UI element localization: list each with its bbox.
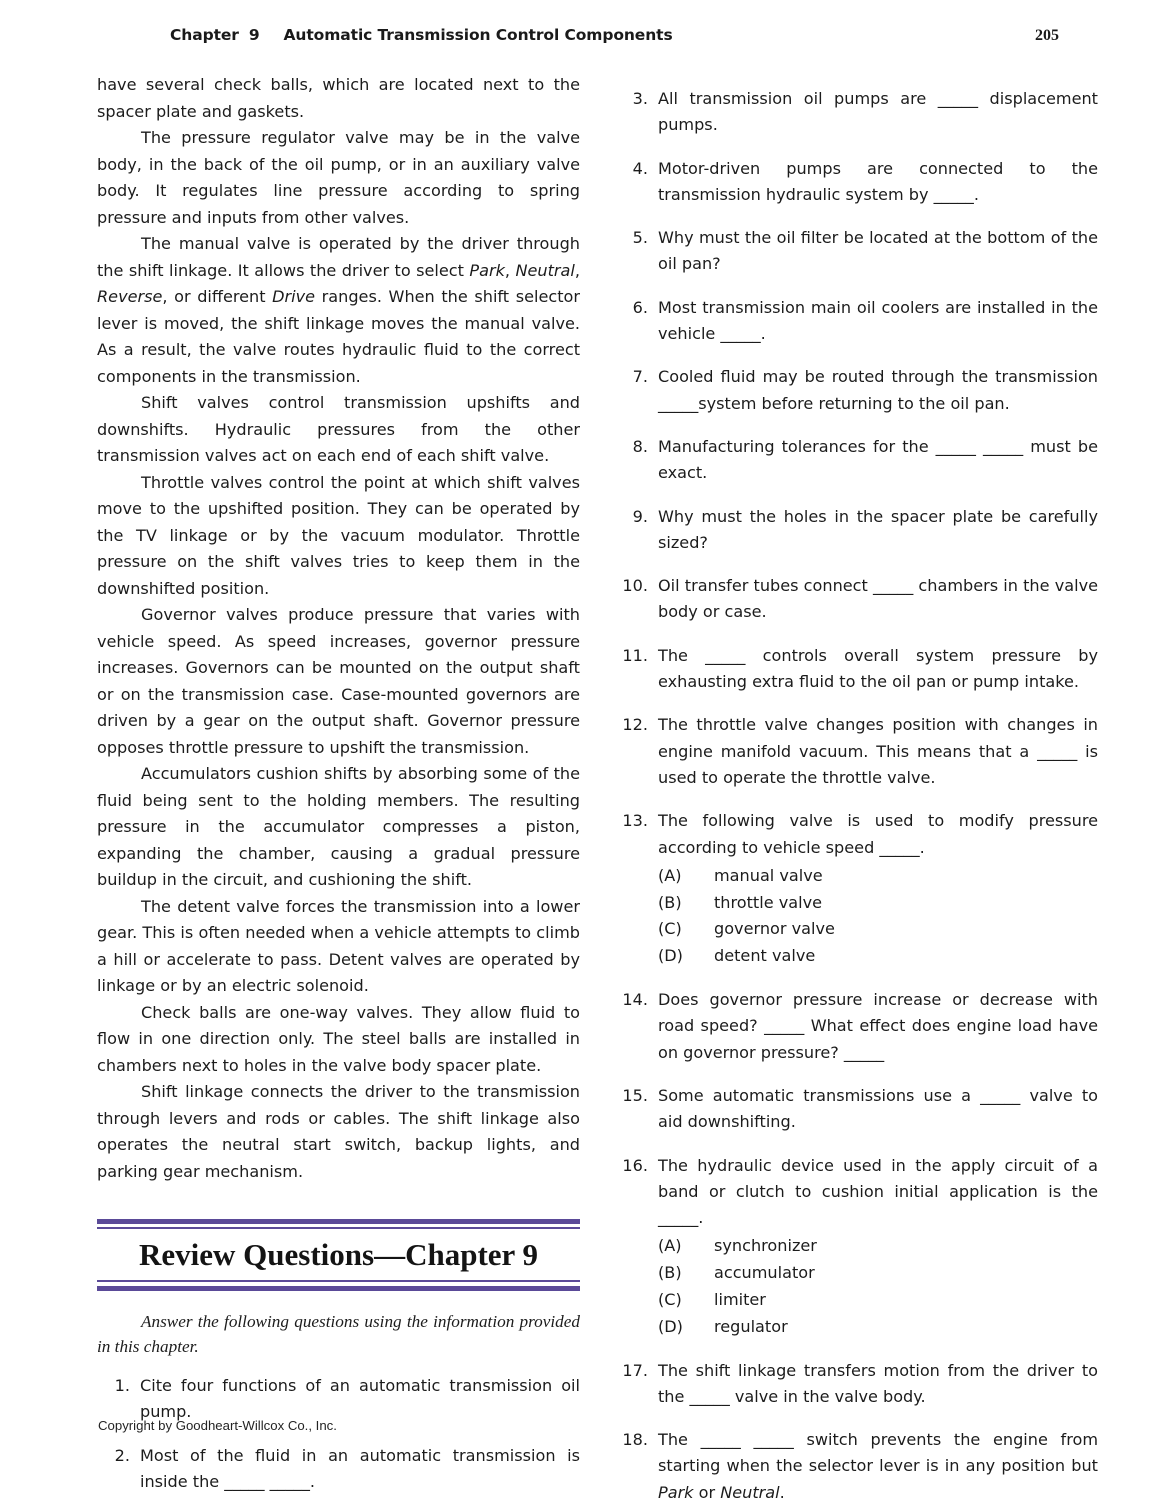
question-item [615, 1153, 1098, 1341]
running-head-chapter-number: 9 [248, 26, 260, 44]
question-number: 3. [632, 89, 648, 108]
question-number: 2. [114, 1445, 130, 1465]
body-paragraph: The pressure regulator valve may be in the valve body, in the back of the oil pump, or in an auxiliary valve body. It regulates line pressure according to spring pressure and inputs from other valves. [97, 128, 580, 227]
choice-text: governor valve [714, 919, 835, 939]
question-number: 18. [622, 1430, 648, 1450]
choice-label: (B) [658, 892, 682, 912]
body-paragraph: have several check balls, which are located next to the spacer plate and gaskets. [97, 75, 580, 121]
body-paragraph: Shift valves control transmission upshifts and downshifts. Hydraulic pressures from the other transmission valves act on each end of each shift valve. [97, 393, 580, 465]
plain-text: , or different [162, 287, 273, 306]
choice-label: (B) [658, 1263, 682, 1283]
choice-item[interactable] [658, 1287, 1098, 1314]
emphasis-text: Reverse [97, 287, 163, 306]
plain-text: ranges. When the shift selector lever is moved, the shift linkage moves the manual valve. As a result, the valve routes hydraulic fluid to the correct components in the transmission. [97, 287, 580, 386]
question-number: 16. [622, 1155, 648, 1175]
question-number: 5. [632, 228, 648, 248]
question-text: All transmission oil pumps are _____ displacement pumps. [658, 89, 1098, 135]
body-paragraphs [97, 72, 580, 1185]
question-text: Oil transfer tubes connect _____ chambers in the valve body or case. [658, 576, 1098, 622]
choice-item[interactable] [658, 1233, 1098, 1260]
question-number: 7. [632, 367, 648, 387]
question-text: Some automatic transmissions use a _____ valve to aid downshifting. [658, 1085, 1098, 1132]
choice-item[interactable] [658, 916, 1098, 943]
question-number: 10. [622, 576, 648, 596]
question-item [615, 1358, 1098, 1411]
plain-text: , [574, 260, 580, 280]
question-item [97, 1443, 580, 1496]
emphasis-text: Neutral [720, 1482, 780, 1502]
review-questions-instructions: Answer the following questions using the information provided in this chapter. [97, 1312, 580, 1356]
running-head-chapter-word: Chapter [170, 26, 239, 44]
choice-text: detent valve [714, 946, 816, 966]
question-text: Does governor pressure increase or decrease with road speed? _____ What effect does engine load have on governor pressure? _____ [658, 990, 1098, 1062]
question-item [615, 504, 1098, 557]
question-number: 9. [632, 506, 648, 526]
emphasis-text: Neutral [515, 260, 575, 280]
question-item [615, 434, 1098, 487]
question-text: Why must the holes in the spacer plate be carefully sized? [658, 506, 1098, 552]
choice-text: limiter [714, 1289, 766, 1309]
plain-text: or [693, 1482, 721, 1502]
left-column [97, 72, 580, 1495]
choice-label: (C) [658, 1289, 682, 1309]
choice-label: (D) [658, 946, 683, 966]
choice-item[interactable] [658, 890, 1098, 917]
question-text: Most of the fluid in an automatic transmission is inside the _____ _____. [140, 1445, 580, 1491]
running-head-title [170, 26, 673, 44]
question-text: The shift linkage transfers motion from the driver to the _____ valve in the valve body. [658, 1360, 1098, 1406]
choice-item[interactable] [658, 943, 1098, 970]
choice-label: (A) [658, 1236, 682, 1256]
question-list-left [97, 1373, 580, 1495]
question-number: 15. [622, 1085, 648, 1105]
choice-text: throttle valve [714, 892, 823, 912]
choice-label: (A) [658, 865, 682, 885]
question-item [615, 86, 1098, 139]
question-text: The following valve is used to modify pressure according to vehicle speed _____. [658, 811, 1098, 857]
question-item [615, 225, 1098, 278]
choice-label: (D) [658, 1316, 683, 1336]
running-head-chapter-title: Automatic Transmission Control Components [283, 26, 673, 44]
question-item [615, 1427, 1098, 1506]
choice-label: (C) [658, 919, 682, 939]
copyright-footer: Copyright by Goodheart-Willcox Co., Inc. [98, 1418, 337, 1433]
emphasis-text: Park [469, 260, 505, 280]
question-text: Why must the oil filter be located at the bottom of the oil pan? [658, 228, 1098, 274]
question-text: Cooled fluid may be routed through the transmission _____system before returning to the oil pan. [658, 367, 1098, 413]
body-paragraph [97, 231, 580, 390]
plain-text: The manual valve is operated by the driver through the shift linkage. It allows the driver to select [97, 234, 580, 280]
review-questions-heading: Review Questions—Chapter 9 [139, 1237, 538, 1272]
emphasis-text: Drive [272, 287, 316, 306]
question-number: 14. [622, 990, 648, 1010]
question-list-right [615, 86, 1098, 1506]
question-item [615, 808, 1098, 970]
choice-text: synchronizer [714, 1236, 817, 1256]
question-item [615, 364, 1098, 417]
question-item [615, 643, 1098, 696]
choice-item[interactable] [658, 1260, 1098, 1287]
plain-text: , [504, 260, 516, 280]
choice-list [658, 1233, 1098, 1340]
body-paragraph: Throttle valves control the point at which shift valves move to the upshifted position. They can be operated by the TV linkage or by the vacuum modulator. Throttle pressure on the shift valves tries to keep them in the downshifted position. [97, 472, 580, 598]
question-number: 17. [622, 1360, 648, 1380]
question-text: The _____ controls overall system pressure by exhausting extra fluid to the oil pan or pump intake. [658, 645, 1098, 692]
question-item [615, 1083, 1098, 1136]
choice-text: regulator [714, 1316, 788, 1336]
heading-rule-bottom-thick [97, 1286, 580, 1291]
question-number: 1. [114, 1376, 130, 1395]
question-item [615, 712, 1098, 791]
question-text: Motor-driven pumps are connected to the transmission hydraulic system by _____. [658, 158, 1098, 204]
question-item [615, 573, 1098, 626]
question-text: Cite four functions of an automatic transmission oil pump. [140, 1376, 580, 1422]
plain-text: . [779, 1482, 785, 1502]
question-item [615, 156, 1098, 209]
body-paragraph: Accumulators cushion shifts by absorbing some of the fluid being sent to the holding members. The resulting pressure in the accumulator compresses a piston, expanding the chamber, causing a gradual pressure buildup in the circuit, and cushioning the shift. [97, 764, 580, 889]
question-text: The hydraulic device used in the apply circuit of a band or clutch to cushion initial application is the _____. [658, 1155, 1098, 1228]
question-item [615, 295, 1098, 348]
body-paragraph: The detent valve forces the transmission into a lower gear. This is often needed when a vehicle attempts to climb a hill or accelerate to pass. Detent valves are operated by linkage or by an electric solenoid. [97, 896, 580, 995]
question-text: Manufacturing tolerances for the _____ _____ must be exact. [658, 436, 1098, 483]
question-text: Most transmission main oil coolers are installed in the vehicle _____. [658, 297, 1098, 344]
question-text [658, 1430, 1098, 1502]
page-number: 205 [1035, 27, 1059, 44]
body-paragraph: Governor valves produce pressure that varies with vehicle speed. As speed increases, governor pressure increases. Governors can be mounted on the output shaft or on the transmission case. Case-mounted governors are driven by a gear on the output shaft. Governor pressure opposes throttle pressure to upshift the transmission. [97, 605, 580, 757]
body-paragraph: Check balls are one-way valves. They allow fluid to flow in one direction only. The steel balls are installed in chambers next to holes in the valve body spacer plate. [97, 1002, 580, 1075]
question-number: 13. [622, 811, 648, 831]
choice-text: accumulator [714, 1263, 815, 1283]
right-column [615, 72, 1098, 1506]
choice-list [658, 863, 1098, 970]
emphasis-text: Park [658, 1482, 694, 1502]
question-number: 6. [632, 297, 648, 317]
choice-text: manual valve [714, 865, 823, 885]
review-questions-block [97, 1219, 580, 1495]
question-text: The throttle valve changes position with changes in engine manifold vacuum. This means that a _____ is used to operate the throttle valve. [658, 715, 1098, 787]
choice-item[interactable] [658, 1314, 1098, 1341]
question-item [615, 987, 1098, 1066]
question-number: 4. [632, 158, 648, 178]
body-paragraph: Shift linkage connects the driver to the transmission through levers and rods or cables. The shift linkage also operates the neutral start switch, backup lights, and parking gear mechanism. [97, 1082, 580, 1181]
question-number: 8. [632, 436, 648, 456]
running-head [97, 26, 1059, 52]
plain-text: The _____ _____ switch prevents the engine from starting when the selector lever is in any position but [658, 1430, 1098, 1476]
question-number: 11. [622, 645, 648, 665]
question-number: 12. [622, 715, 648, 735]
choice-item[interactable] [658, 863, 1098, 890]
